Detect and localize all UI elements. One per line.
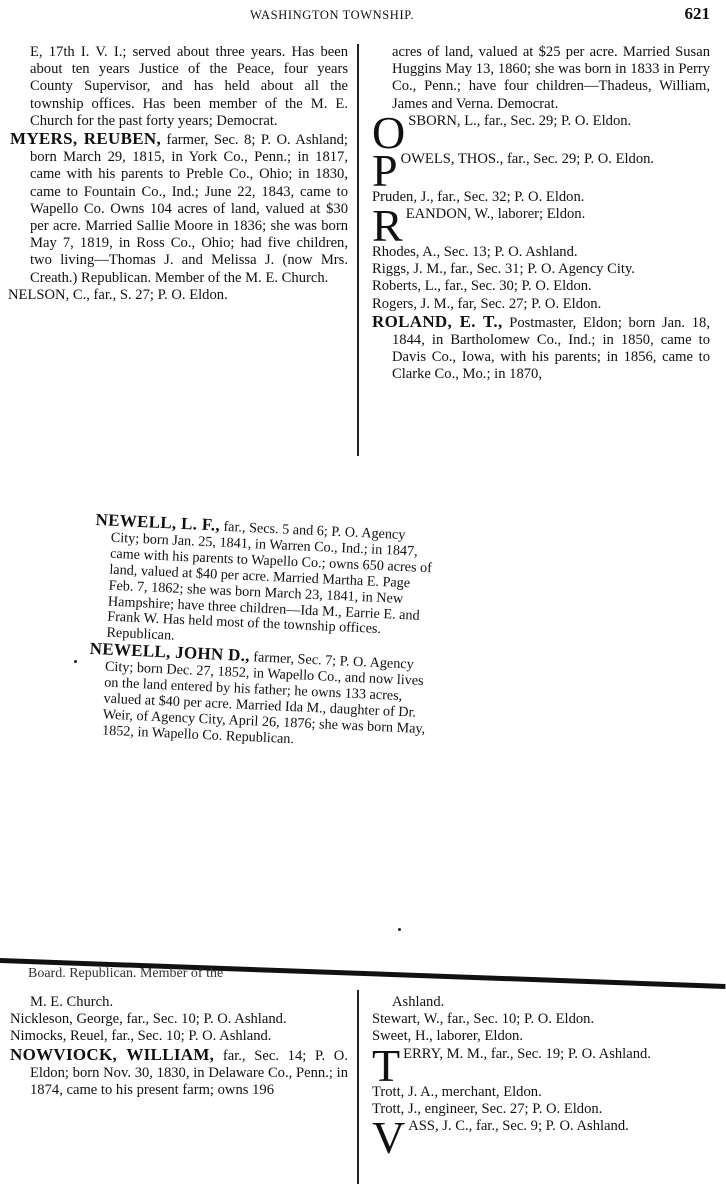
continued-church: M. E. Church. (30, 994, 114, 1010)
right-column-bottom (372, 994, 710, 1164)
entry-terry (372, 1039, 710, 1091)
pasted-clipping (86, 512, 438, 754)
entry-text: ERRY, M. M., far., Sec. 19; P. O. Ashland. (403, 1045, 651, 1062)
entry-text: SBORN, L., far., Sec. 29; P. O. Eldon. (408, 112, 632, 129)
running-title: WASHINGTON TOWNSHIP. (250, 8, 415, 22)
drop-cap: O (372, 106, 406, 158)
entry-newell-jd (86, 641, 432, 754)
entry-riggs: Riggs, J. M., far., Sec. 31; P. O. Agency City. (372, 261, 635, 278)
continued-entry-right: acres of land, valued at $25 per acre. Married Susan Huggins May 13, 1860; she was born in 1833 in Perry Co., Penn.; have four children—Thadeus, William, James and Verna. Democrat. (392, 44, 710, 112)
entry-text: Postmaster, Eldon; born Jan. 18, 1844, in Bartholomew Co., Ind.; in 1850, came to Davis Co., Iowa, with his parents; in 1856, came to Clarke Co., Mo.; in 1870, (392, 314, 710, 383)
entry-powels (372, 144, 710, 196)
entry-sweet: Sweet, H., laborer, Eldon. (372, 1028, 523, 1045)
continued-ashland: Ashland. (392, 994, 445, 1010)
entry-pruden: Pruden, J., far., Sec. 32; P. O. Eldon. (372, 188, 585, 205)
entry-text: EANDON, W., laborer; Eldon. (405, 206, 586, 223)
entry-text: far., Secs. 5 and 6; P. O. Agency City; born Jan. 25, 1841, in Warren Co., Ind.; in 1847, came with his parents to Wapello Co.; owns 650 acres of land, valued at $40 per acre. Married Martha E. Page Feb. 7, 1862; she was born March 23, 1841, in New Hampshire; have three children—Ida M., Earrie E. and Frank W. Has held most of the township offices. Republican. (106, 518, 433, 645)
entry-nickleson: Nickleson, George, far., Sec. 10; P. O. Ashland. (10, 1011, 287, 1028)
entry-osborn (372, 106, 710, 158)
entry-rogers: Rogers, J. M., far, Sec. 27; P. O. Eldon. (372, 295, 602, 312)
entry-trott-j: Trott, J., engineer, Sec. 27; P. O. Eldon. (372, 1100, 603, 1117)
entry-text: farmer, Sec. 7; P. O. Agency City; born Dec. 27, 1852, in Wapello Co., and now lives on the land entered by his father; he owns 133 acres, valued at $40 per acre. Married Ida M., daughter of Dr. Weir, of Agency City, April 26, 1876; she was born May, 1852, in Wapello Co. Republican. (101, 649, 426, 747)
drop-cap: V (372, 1112, 406, 1164)
left-column-top (8, 44, 348, 304)
entry-nelson: NELSON, C., far., S. 27; P. O. Eldon. (8, 286, 228, 303)
entry-vass (372, 1112, 710, 1164)
entry-name: NOWVIOCK, WILLIAM, (10, 1044, 215, 1064)
entry-trott-ja: Trott, J. A., merchant, Eldon. (372, 1083, 542, 1100)
entry-myers (8, 130, 348, 287)
drop-cap: T (372, 1039, 401, 1091)
column-divider (357, 44, 359, 456)
entry-reandon (372, 200, 710, 252)
entry-roberts: Roberts, L., far., Sec. 30; P. O. Eldon. (372, 278, 592, 295)
ink-speck (74, 660, 77, 663)
entry-name: MYERS, REUBEN, (10, 129, 161, 149)
drop-cap: R (372, 200, 403, 252)
entry-nimocks: Nimocks, Reuel, far., Sec. 10; P. O. Ashland. (10, 1028, 272, 1045)
drop-cap: P (372, 144, 398, 196)
page-number: 621 (684, 4, 710, 23)
continued-entry: E, 17th I. V. I.; served about three years. Has been about ten years Justice of the Peace, four years County Supervisor, and has held about all the township offices. Has been member of the M. E. Church for the past forty years; Democrat. (30, 44, 348, 129)
entry-name: NEWELL, JOHN D., (89, 639, 251, 666)
torn-text: Board. Republican. Member of the (28, 966, 224, 981)
entry-name: ROLAND, E. T., (372, 311, 503, 331)
page-header (0, 4, 726, 26)
column-divider-bottom (357, 990, 359, 1184)
left-column-bottom (10, 994, 348, 1099)
entry-stewart: Stewart, W., far., Sec. 10; P. O. Eldon. (372, 1011, 595, 1028)
entry-text: ASS, J. C., far., Sec. 9; P. O. Ashland. (408, 1118, 629, 1135)
ink-speck (398, 928, 401, 931)
right-column-top (372, 44, 710, 384)
entry-rhodes: Rhodes, A., Sec. 13; P. O. Ashland. (372, 244, 578, 261)
entry-text: far., Sec. 14; P. O. Eldon; born Nov. 30, 1830, in Delaware Co., Penn.; in 1874, came to his present farm; owns 196 (30, 1047, 348, 1099)
entry-roland (372, 313, 710, 384)
entry-newell-lf (90, 512, 438, 657)
entry-text: OWELS, THOS., far., Sec. 29; P. O. Eldon. (400, 150, 655, 167)
entry-nowviock (10, 1046, 348, 1100)
entry-name: NEWELL, L. F., (95, 510, 221, 535)
entry-text: farmer, Sec. 8; P. O. Ashland; born March 29, 1815, in York Co., Penn.; in 1817, came with his parents to Preble Co., Ohio; in 1830, came to Fountain Co., Ind.; June 22, 1843, came to Wapello Co. Owns 104 acres of land, valued at $30 per acre. Married Sallie Moore in 1836; she was born May 7, 1819, in Ross Co., Ohio; had five children, two living—Thomas J. and Melissa J. (now Mrs. Creath.) Republican. Member of the M. E. Church. (30, 132, 348, 286)
